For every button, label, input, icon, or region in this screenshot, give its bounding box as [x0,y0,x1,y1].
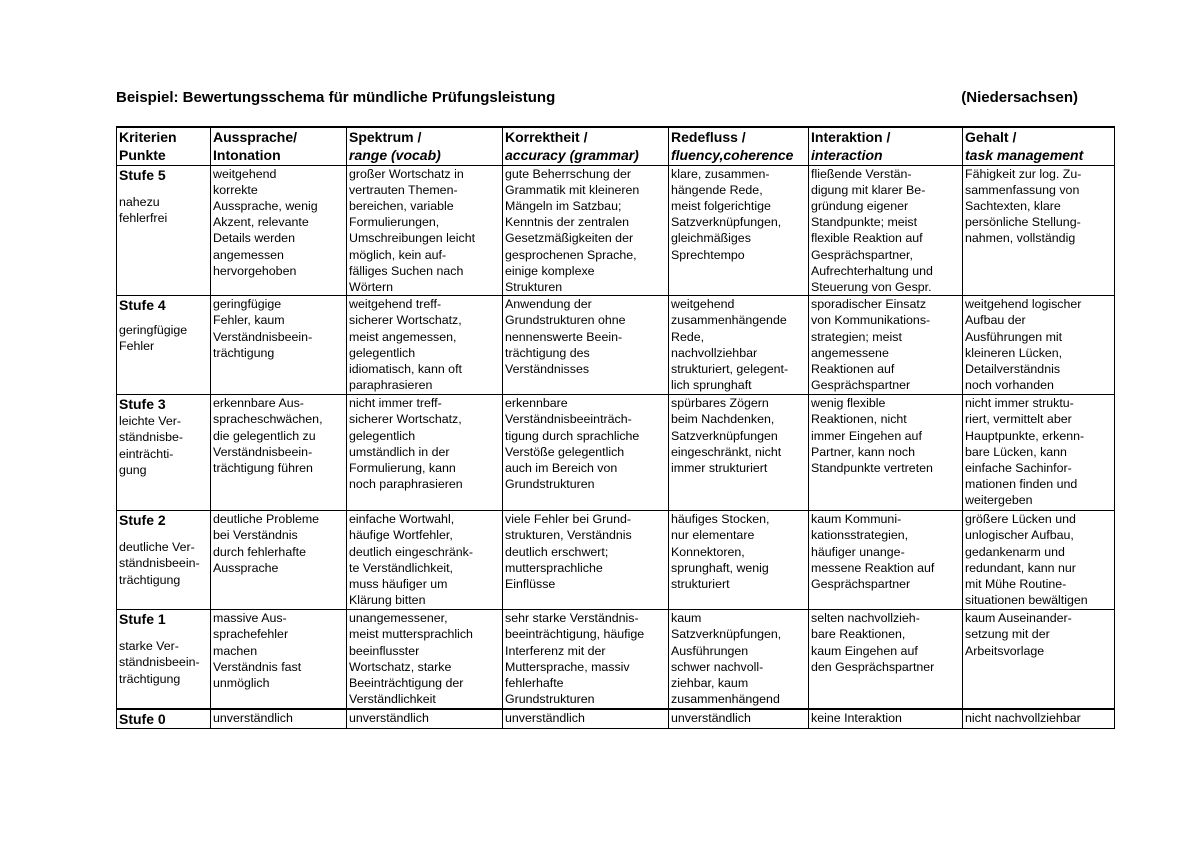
table-cell: unverständlich [211,709,347,729]
assessment-table [116,126,1115,729]
table-cell: unverständlich [503,709,669,729]
table-cell: weitgehend logischer Aufbau der Ausführungen mit kleineren Lücken, Detailverständnis noch vorhanden [963,296,1115,395]
table-cell: geringfügige Fehler, kaum Verständnisbeein- trächtigung [211,296,347,395]
table-cell: erkennbare Verständnisbeeinträch- tigung durch sprachliche Verstöße gelegentlich auch im Bereich von Grundstrukturen [503,395,669,511]
table-row-stufe-2 [117,511,1115,610]
table-cell: häufiges Stocken, nur elementare Konnektoren, sprunghaft, wenig strukturiert [669,511,809,610]
table-cell: gute Beherrschung der Grammatik mit kleineren Mängeln im Satzbau; Kenntnis der zentralen Gesetzmäßigkeiten der gesprochenen Sprache, einige komplexe Strukturen [503,165,669,296]
table-cell: Fähigkeit zur log. Zu- sammenfassung von Sachtexten, klare persönliche Stellung- nahmen, vollständig [963,165,1115,296]
header-criteria: Kriterien Punkte [117,127,211,165]
table-cell: kaum Kommuni- kationsstrategien, häufiger unange- messene Reaktion auf Gesprächspartner [809,511,963,610]
level-cell: Stufe 3 leichte Ver- ständnisbe- einträchti- gung [117,395,211,511]
table-row-stufe-0 [117,709,1115,729]
table-row-stufe-1 [117,610,1115,709]
table-row-stufe-4 [117,296,1115,395]
table-cell: keine Interaktion [809,709,963,729]
header-row [117,127,1115,165]
header-accuracy: Korrektheit / accuracy (grammar) [503,127,669,165]
level-cell: Stufe 4 geringfügige Fehler [117,296,211,395]
table-cell: größere Lücken und unlogischer Aufbau, gedankenarm und redundant, kann nur mit Mühe Routine- situationen bewältigen [963,511,1115,610]
level-cell: Stufe 2 deutliche Ver- ständnisbeein- trächtigung [117,511,211,610]
table-cell: sehr starke Verständnis- beeinträchtigung, häufige Interferenz mit der Muttersprache, massiv fehlerhafte Grundstrukturen [503,610,669,709]
table-cell: nicht immer struktu- riert, vermittelt aber Hauptpunkte, erkenn- bare Lücken, kann einfache Sachinfor- mationen finden und weitergeben [963,395,1115,511]
level-cell: Stufe 0 [117,709,211,729]
header-pronunciation: Aussprache/ Intonation [211,127,347,165]
table-cell: nicht immer treff- sicherer Wortschatz, gelegentlich umständlich in der Formulierung, kann noch paraphrasieren [347,395,503,511]
header-range: Spektrum / range (vocab) [347,127,503,165]
header-task-management: Gehalt / task management [963,127,1115,165]
title-left: Beispiel: Bewertungsschema für mündliche Prüfungsleistung [116,89,556,106]
table-cell: sporadischer Einsatz von Kommunikations- strategien; meist angemessene Reaktionen auf Gesprächspartner [809,296,963,395]
table-cell: Anwendung der Grundstrukturen ohne nennenswerte Beein- trächtigung des Verständnisses [503,296,669,395]
table-row-stufe-5 [117,165,1115,296]
table-cell: erkennbare Aus- spracheschwächen, die gelegentlich zu Verständnisbeein- trächtigung führen [211,395,347,511]
table-cell: fließende Verstän- digung mit klarer Be- gründung eigener Standpunkte; meist flexible Reaktion auf Gesprächspartner, Aufrechterhaltung und Steuerung von Gespr. [809,165,963,296]
table-cell: großer Wortschatz in vertrauten Themen- bereichen, variable Formulierungen, Umschreibungen leicht möglich, kein auf- fälliges Suchen nach Wörtern [347,165,503,296]
table-cell: klare, zusammen- hängende Rede, meist folgerichtige Satzverknüpfungen, gleichmäßiges Sprechtempo [669,165,809,296]
table-cell: deutliche Probleme bei Verständnis durch fehlerhafte Aussprache [211,511,347,610]
level-cell: Stufe 1 starke Ver- ständnisbeein- trächtigung [117,610,211,709]
table-cell: weitgehend korrekte Aussprache, wenig Akzent, relevante Details werden angemessen hervorgehoben [211,165,347,296]
table-cell: selten nachvollzieh- bare Reaktionen, kaum Eingehen auf den Gesprächspartner [809,610,963,709]
table-cell: spürbares Zögern beim Nachdenken, Satzverknüpfungen eingeschränkt, nicht immer strukturiert [669,395,809,511]
table-cell: kaum Satzverknüpfungen, Ausführungen schwer nachvoll- ziehbar, kaum zusammenhängend [669,610,809,709]
header-fluency: Redefluss / fluency,coherence [669,127,809,165]
table-cell: viele Fehler bei Grund- strukturen, Verständnis deutlich erschwert; muttersprachliche Einflüsse [503,511,669,610]
level-cell: Stufe 5 nahezu fehlerfrei [117,165,211,296]
page-title [116,89,1078,111]
table-cell: weitgehend treff- sicherer Wortschatz, meist angemessen, gelegentlich idiomatisch, kann oft paraphrasieren [347,296,503,395]
table-cell: unangemessener, meist muttersprachlich beeinflusster Wortschatz, starke Beeinträchtigung der Verständlichkeit [347,610,503,709]
table-cell: kaum Auseinander- setzung mit der Arbeitsvorlage [963,610,1115,709]
table-cell: weitgehend zusammenhängende Rede, nachvollziehbar strukturiert, gelegent- lich sprunghaft [669,296,809,395]
table-cell: nicht nachvollziehbar [963,709,1115,729]
table-cell: wenig flexible Reaktionen, nicht immer Eingehen auf Partner, kann noch Standpunkte vertreten [809,395,963,511]
table-cell: unverständlich [347,709,503,729]
title-region: (Niedersachsen) [961,89,1078,106]
table-cell: unverständlich [669,709,809,729]
table-row-stufe-3 [117,395,1115,511]
table-cell: massive Aus- sprachefehler machen Verständnis fast unmöglich [211,610,347,709]
header-interaction: Interaktion / interaction [809,127,963,165]
table-cell: einfache Wortwahl, häufige Wortfehler, deutlich eingeschränk- te Verständlichkeit, muss häufiger um Klärung bitten [347,511,503,610]
